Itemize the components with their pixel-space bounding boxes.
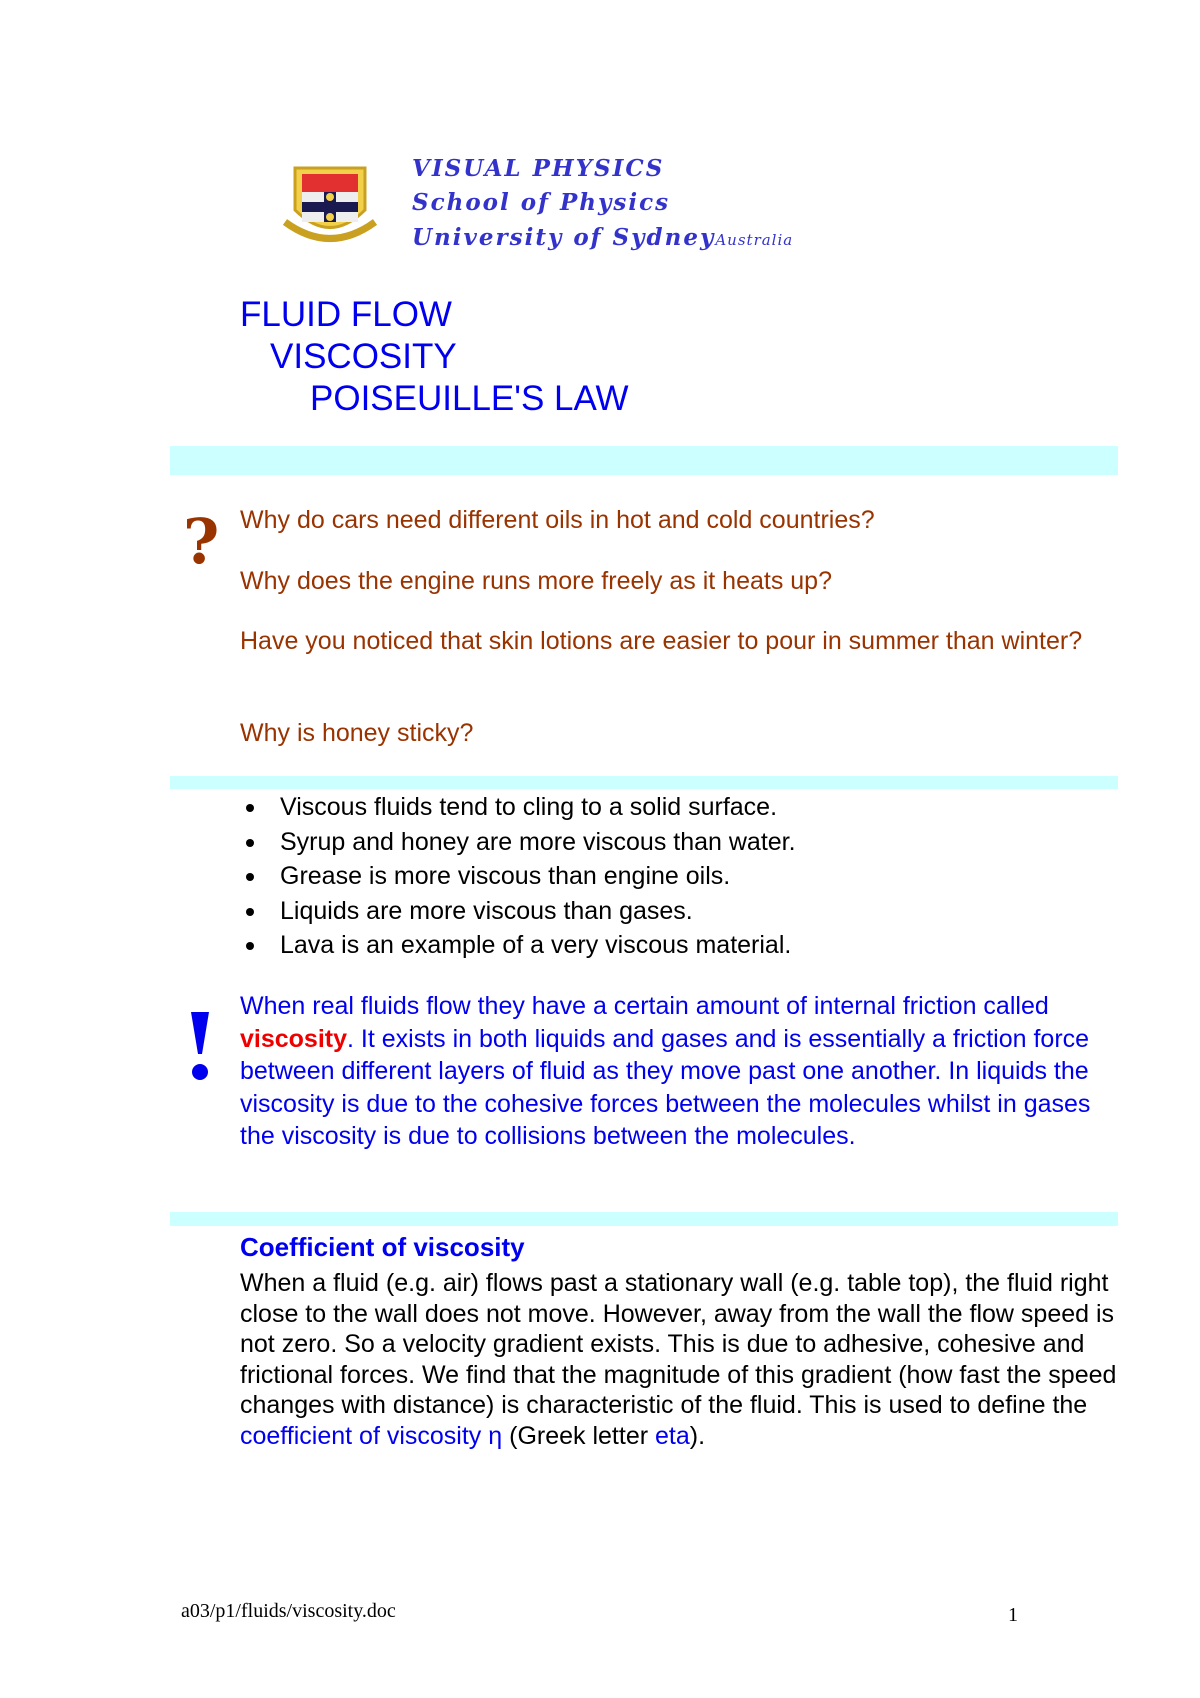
section-divider	[170, 1212, 1118, 1226]
university-crest-logo	[280, 160, 380, 250]
exclamation-icon	[188, 1012, 212, 1082]
header-line2: School of Physics	[412, 189, 671, 216]
title-poiseuille: POISEUILLE'S LAW	[310, 379, 629, 418]
bullet-item: Syrup and honey are more viscous than water.	[280, 825, 796, 860]
header-line3: University of Sydney	[412, 224, 716, 251]
bullet-item: Viscous fluids tend to cling to a solid surface.	[280, 790, 796, 825]
viscosity-definition	[240, 990, 1120, 1153]
section-divider	[170, 446, 1118, 475]
coefficient-text: .	[698, 1421, 706, 1450]
question-1: Why do cars need different oils in hot and cold countries?	[240, 506, 875, 534]
bullet-item: Lava is an example of a very viscous material.	[280, 928, 796, 963]
header-line1: VISUAL PHYSICS	[412, 155, 665, 182]
title-fluid-flow: FLUID FLOW	[240, 295, 452, 334]
footer-file-path: a03/p1/fluids/viscosity.doc	[181, 1600, 396, 1622]
definition-text: When real fluids flow they have a certain amount of internal friction called	[240, 992, 1049, 1020]
question-mark-icon: ?	[183, 505, 220, 578]
section-divider	[170, 776, 1118, 789]
coefficient-text: When a fluid (e.g. air) flows past a stationary wall (e.g. table top), the fluid right close to the wall does not move. However, away from the wall the flow speed is not zero. So a velocity gradient exists. This is due to adhesive, cohesive and frictional forces. We find that the magnitude of this gradient (how fast the speed changes with distance) is characteristic of the fluid. This is used to define the	[240, 1269, 1117, 1419]
eta-term: eta	[655, 1421, 690, 1450]
question-4: Why is honey sticky?	[240, 719, 474, 747]
page-number: 1	[1008, 1604, 1018, 1626]
question-3: Have you noticed that skin lotions are easier to pour in summer than winter?	[240, 627, 1083, 655]
bullet-item: Grease is more viscous than engine oils.	[280, 859, 796, 894]
coefficient-paragraph	[240, 1268, 1120, 1451]
coefficient-term: coefficient of viscosity η	[240, 1421, 503, 1450]
header-australia: Australia	[715, 231, 794, 249]
question-2: Why does the engine runs more freely as it heats up?	[240, 567, 832, 595]
bullet-item: Liquids are more viscous than gases.	[280, 894, 796, 929]
coefficient-heading: Coefficient of viscosity	[240, 1232, 525, 1262]
viscosity-term: viscosity	[240, 1024, 348, 1053]
definition-text: . It exists in both liquids and gases and is essentially a friction force between different layers of fluid as they move past one another. In liquids the viscosity is due to the cohesive forces between the molecules whilst in gases the viscosity is due to collisions between the molecules.	[240, 1024, 1091, 1150]
coefficient-text: )	[689, 1421, 699, 1450]
bullet-list	[280, 790, 796, 963]
title-viscosity: VISCOSITY	[270, 337, 457, 376]
coefficient-text: (Greek letter	[502, 1421, 655, 1450]
